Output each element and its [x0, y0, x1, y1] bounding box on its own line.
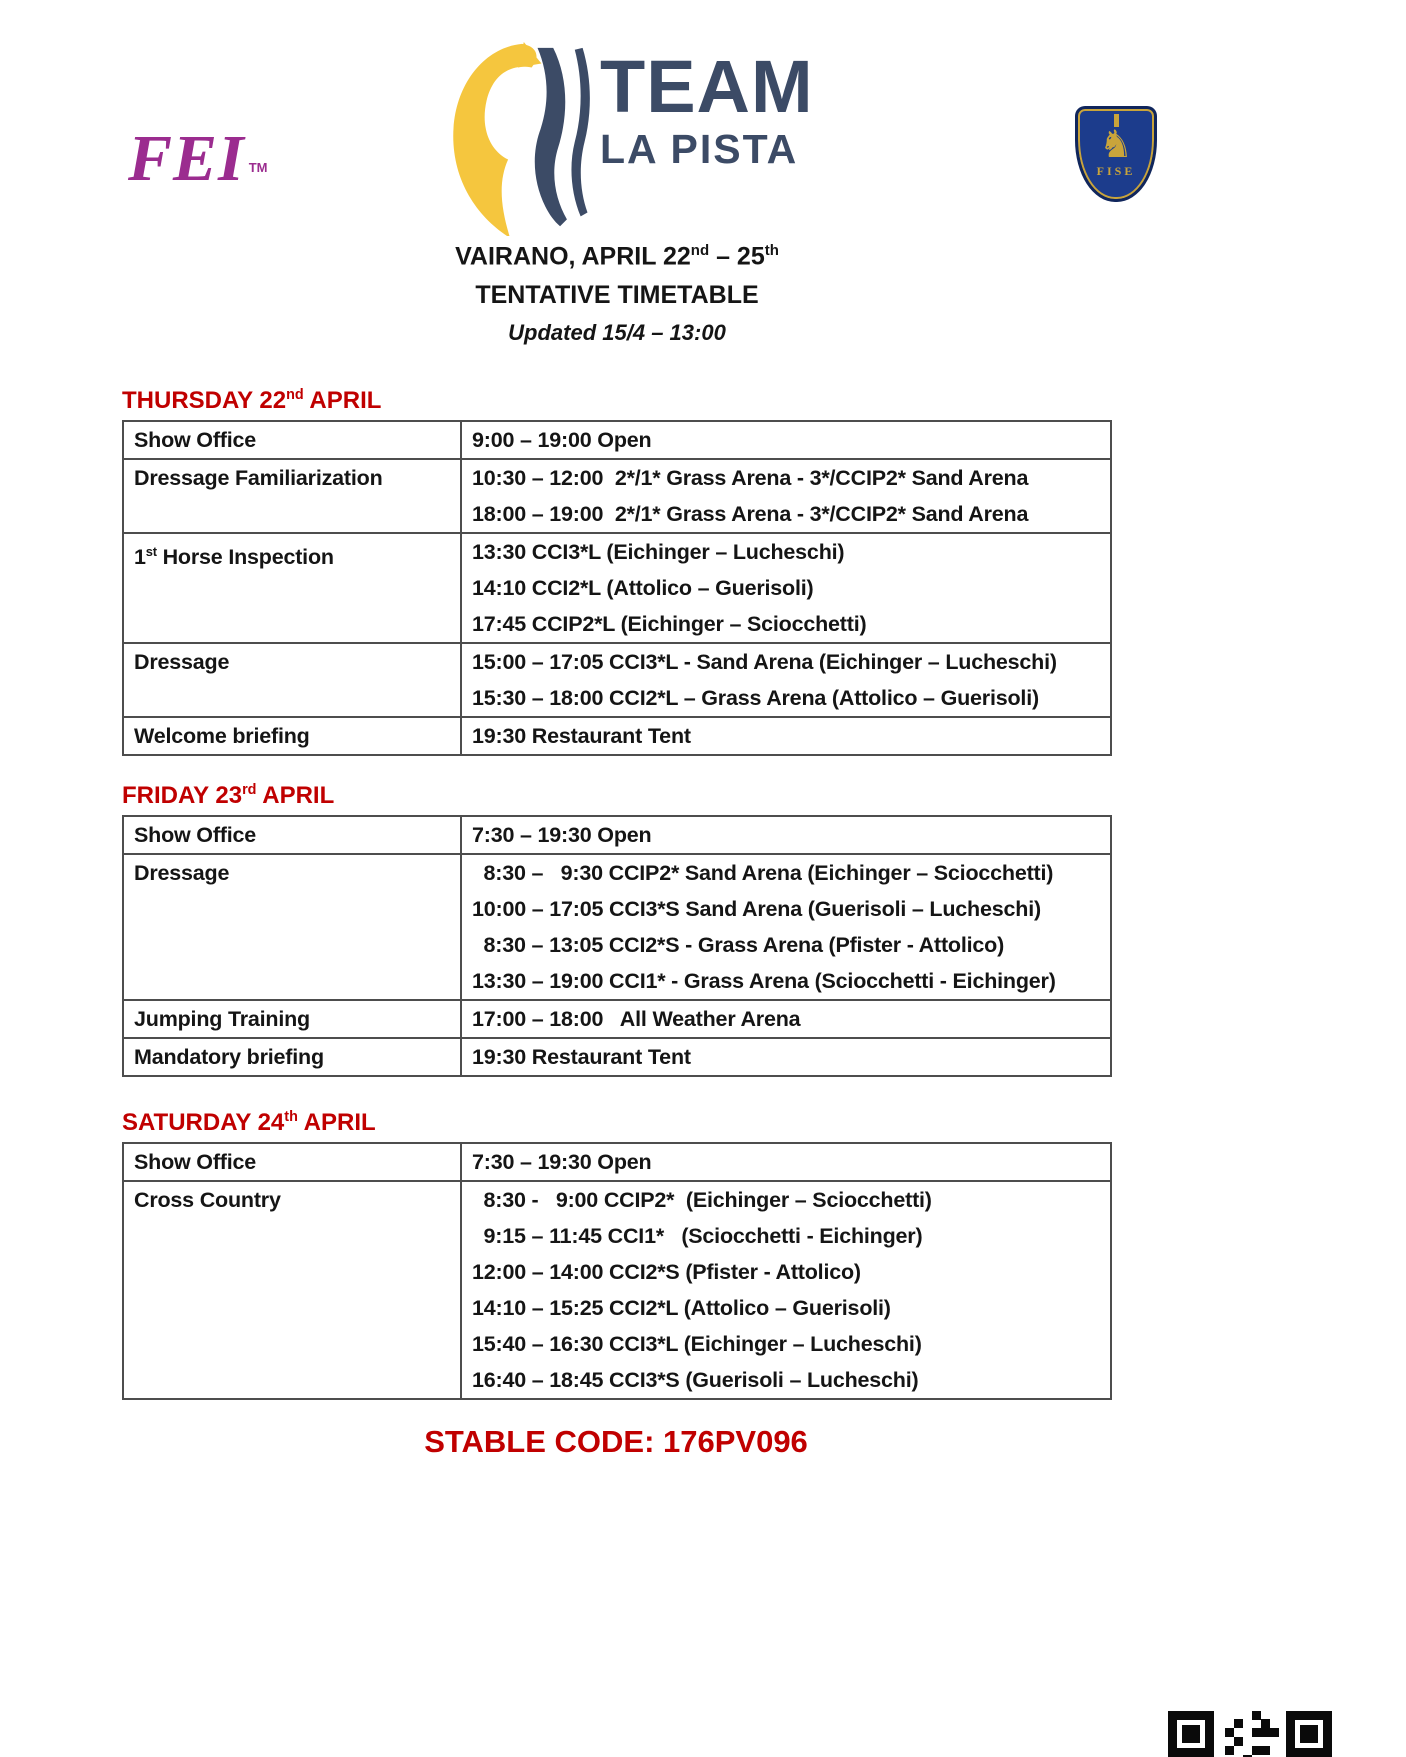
event-label [123, 717, 461, 755]
fei-trademark: TM [248, 160, 268, 175]
event-time-line: 7:30 – 19:30 Open [472, 823, 652, 847]
event-times [461, 643, 1111, 717]
event-label-part: Dressage [134, 650, 230, 674]
event-times [461, 1038, 1111, 1076]
friday-timetable [122, 815, 1112, 1077]
thursday-timetable [122, 420, 1112, 756]
event-times [461, 1181, 1111, 1399]
event-label-part: Horse Inspection [156, 545, 334, 570]
day-heading-part: FRIDAY 23 [122, 782, 243, 809]
fei-logo [128, 122, 268, 195]
event-time-line: 14:10 – 15:25 CCI2*L (Attolico – Guerisoli) [472, 1296, 891, 1320]
qr-code-icon [1168, 1711, 1332, 1757]
event-label-part: Show Office [134, 1150, 257, 1174]
event-label [123, 1181, 461, 1399]
timetable-row [123, 1143, 1111, 1181]
event-title-text: VAIRANO, APRIL 22 [455, 242, 691, 271]
timetable-row [123, 1038, 1111, 1076]
event-times [461, 854, 1111, 1000]
event-label-part: 1 [134, 545, 146, 570]
event-time-line: 8:30 – 9:30 CCIP2* Sand Arena (Eichinger – Sciocchetti) [472, 861, 1054, 885]
event-time-line: 15:00 – 17:05 CCI3*L - Sand Arena (Eichinger – Lucheschi) [472, 650, 1057, 674]
section-friday [122, 776, 1110, 1077]
event-label [123, 1143, 461, 1181]
stable-code: STABLE CODE: 176PV096 [424, 1424, 808, 1459]
saturday-timetable [122, 1142, 1112, 1400]
day-heading-part: APRIL [256, 782, 335, 809]
event-title-dash: – 25 [709, 242, 765, 271]
title-block [122, 237, 1112, 346]
event-label-part: Dressage Familiarization [134, 466, 383, 490]
horse-head-icon [438, 40, 590, 236]
event-time-line: 8:30 – 13:05 CCI2*S - Grass Arena (Pfister - Attolico) [472, 933, 1005, 957]
team-wordmark [600, 40, 814, 172]
day-heading-part: th [284, 1109, 298, 1125]
event-times [461, 421, 1111, 459]
event-title-sup-nd: nd [690, 242, 710, 259]
timetable-row [123, 816, 1111, 854]
event-label-part: st [145, 544, 157, 559]
event-title-sup-th: th [764, 242, 779, 259]
timetable-row [123, 459, 1111, 533]
event-label-part: Welcome briefing [134, 724, 310, 748]
event-label-part: Show Office [134, 428, 257, 452]
fise-logo [1075, 106, 1157, 202]
event-time-line: 14:10 CCI2*L (Attolico – Guerisoli) [472, 576, 814, 600]
section-thursday [122, 381, 1110, 756]
event-label-part: Mandatory briefing [134, 1045, 324, 1069]
day-heading-part: APRIL [297, 1109, 376, 1136]
timetable-row [123, 717, 1111, 755]
fise-wordmark: FISE [1096, 164, 1136, 178]
event-time-line: 13:30 – 19:00 CCI1* - Grass Arena (Sciocchetti - Eichinger) [472, 969, 1056, 993]
timetable-row [123, 1181, 1111, 1399]
event-label-part: Dressage [134, 861, 230, 885]
event-label [123, 533, 461, 643]
event-time-line: 17:00 – 18:00 All Weather Arena [472, 1007, 801, 1031]
timetable-row [123, 643, 1111, 717]
day-heading-thursday [122, 381, 1110, 415]
timetable-subtitle: TENTATIVE TIMETABLE [475, 281, 759, 310]
day-heading-part: SATURDAY 24 [122, 1109, 285, 1136]
event-label [123, 643, 461, 717]
event-times [461, 816, 1111, 854]
event-time-line: 13:30 CCI3*L (Eichinger – Lucheschi) [472, 540, 845, 564]
event-label [123, 459, 461, 533]
event-time-line: 8:30 - 9:00 CCIP2* (Eichinger – Sciocchetti) [472, 1188, 932, 1212]
event-times [461, 1000, 1111, 1038]
event-time-line: 9:00 – 19:00 Open [472, 428, 652, 452]
event-time-line: 7:30 – 19:30 Open [472, 1150, 652, 1174]
timetable-row [123, 854, 1111, 1000]
timetable-row [123, 1000, 1111, 1038]
timetable-row [123, 421, 1111, 459]
event-time-line: 16:40 – 18:45 CCI3*S (Guerisoli – Lucheschi) [472, 1368, 919, 1392]
day-heading-friday [122, 776, 1110, 810]
event-label [123, 1038, 461, 1076]
team-wordmark-line2: LA PISTA [600, 126, 799, 172]
event-times [461, 717, 1111, 755]
event-time-line: 18:00 – 19:00 2*/1* Grass Arena - 3*/CCIP2* Sand Arena [472, 502, 1029, 526]
fise-shield-icon [1075, 106, 1157, 202]
event-time-line: 9:15 – 11:45 CCI1* (Sciocchetti - Eichinger) [472, 1224, 923, 1248]
team-wordmark-line1: TEAM [600, 45, 814, 128]
event-time-line: 19:30 Restaurant Tent [472, 1045, 691, 1069]
event-time-line: 10:00 – 17:05 CCI3*S Sand Arena (Guerisoli – Lucheschi) [472, 897, 1041, 921]
event-label-part: Cross Country [134, 1188, 281, 1212]
event-time-line: 17:45 CCIP2*L (Eichinger – Sciocchetti) [472, 612, 867, 636]
event-time-line: 15:30 – 18:00 CCI2*L – Grass Arena (Attolico – Guerisoli) [472, 686, 1039, 710]
day-heading-part: rd [242, 782, 257, 798]
day-heading-part: THURSDAY 22 [122, 387, 287, 414]
event-label [123, 421, 461, 459]
updated-note: Updated 15/4 – 13:00 [508, 320, 726, 346]
event-time-line: 10:30 – 12:00 2*/1* Grass Arena - 3*/CCIP2* Sand Arena [472, 466, 1029, 490]
timetable-row [123, 533, 1111, 643]
day-heading-part: nd [286, 387, 304, 403]
team-la-pista-logo [438, 40, 814, 236]
section-saturday [122, 1103, 1110, 1400]
event-time-line: 12:00 – 14:00 CCI2*S (Pfister - Attolico) [472, 1260, 861, 1284]
event-time-line: 19:30 Restaurant Tent [472, 724, 691, 748]
event-label [123, 816, 461, 854]
event-title [122, 237, 1112, 270]
event-times [461, 1143, 1111, 1181]
fise-horse-rider-icon: ♞ [1098, 124, 1134, 166]
event-label [123, 1000, 461, 1038]
event-label [123, 854, 461, 1000]
event-label-part: Jumping Training [134, 1007, 310, 1031]
event-time-line: 15:40 – 16:30 CCI3*L (Eichinger – Lucheschi) [472, 1332, 922, 1356]
fei-wordmark: FEI [128, 122, 245, 195]
day-heading-saturday [122, 1103, 1110, 1137]
event-label-part: Show Office [134, 823, 257, 847]
event-times [461, 459, 1111, 533]
day-heading-part: APRIL [303, 387, 382, 414]
event-times [461, 533, 1111, 643]
